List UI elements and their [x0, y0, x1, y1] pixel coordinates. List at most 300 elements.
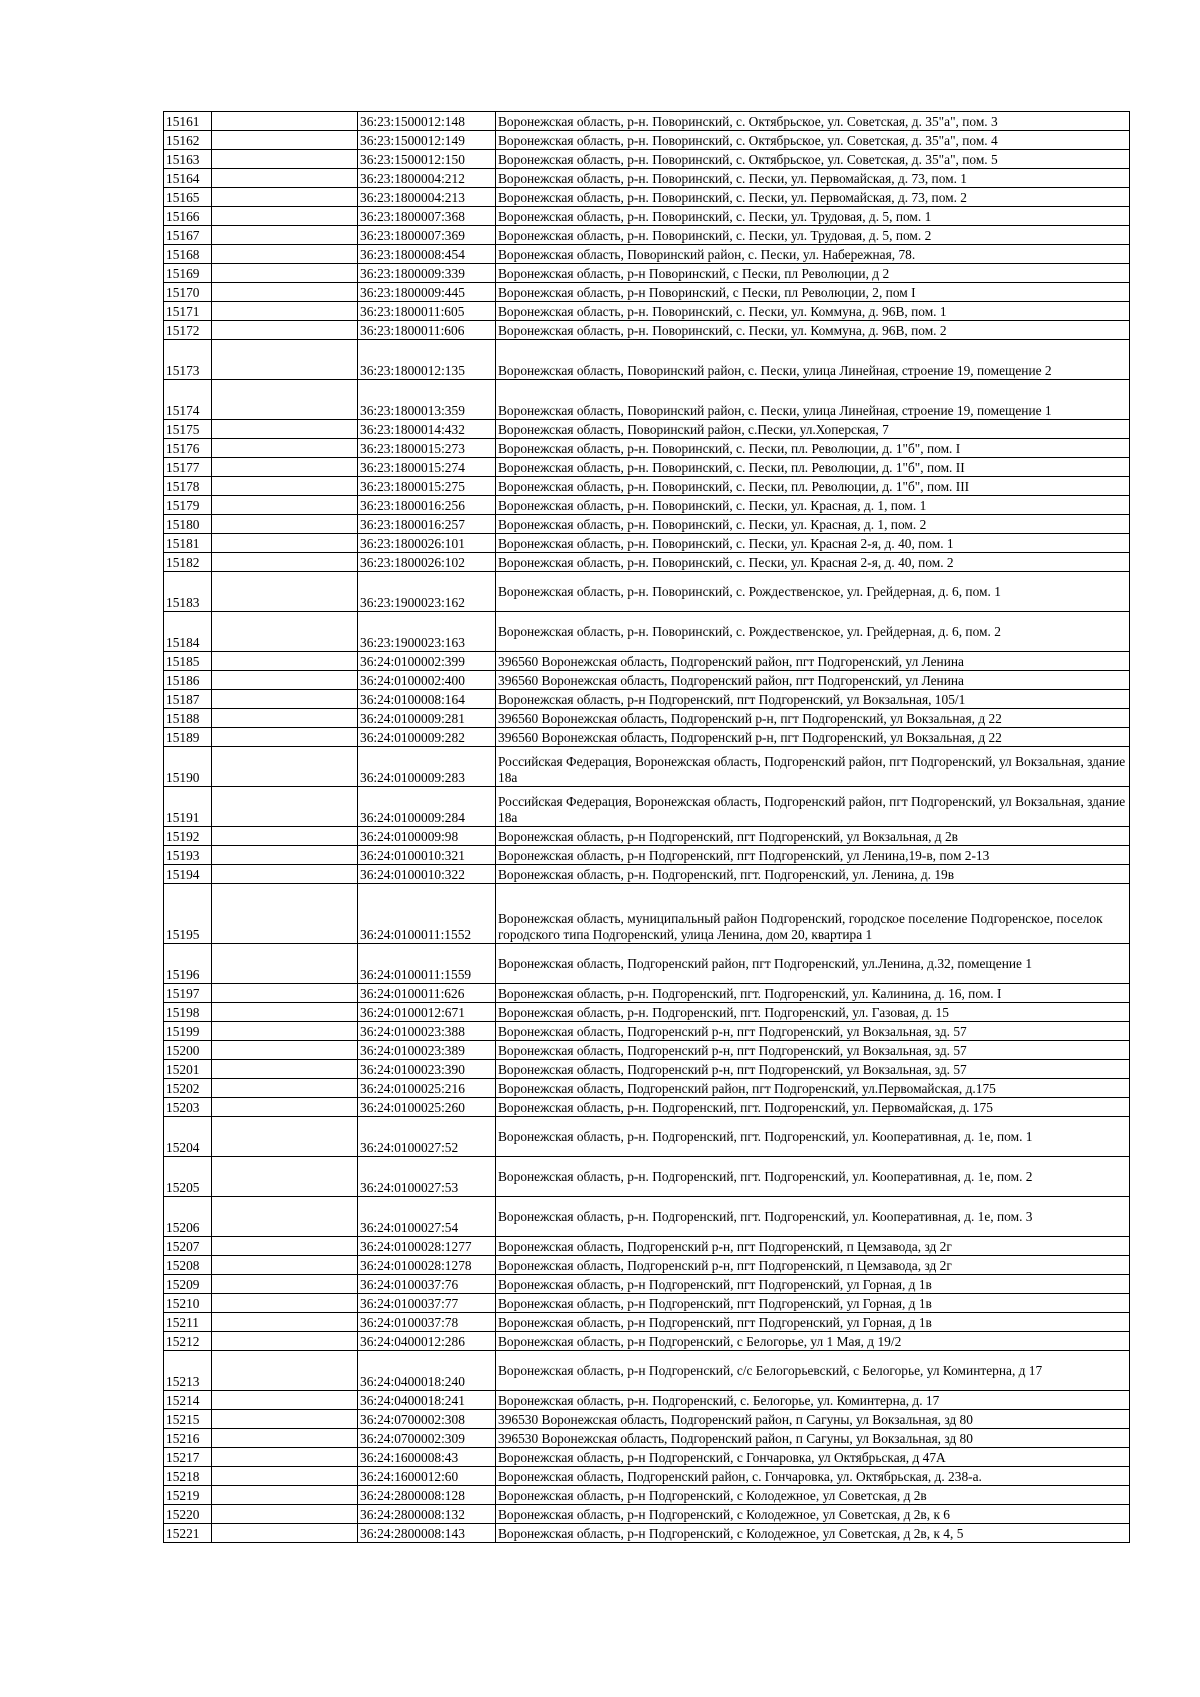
- row-number-cell: 15178: [164, 477, 212, 496]
- table-row: [164, 787, 1130, 827]
- address-cell: Российская Федерация, Воронежская область, Подгоренский район, пгт Подгоренский, ул Вокзальная, здание 18а: [496, 787, 1130, 827]
- cadastral-number-cell: 36:24:0100009:284: [358, 787, 496, 827]
- address-cell: Воронежская область, Поворинский район, с. Пески, улица Линейная, строение 19, помещение 1: [496, 380, 1130, 420]
- address-cell: Воронежская область, р-н. Поворинский, с. Пески, ул. Первомайская, д. 73, пом. 1: [496, 169, 1130, 188]
- cadastral-number-cell: 36:24:0100027:52: [358, 1117, 496, 1157]
- table-row: [164, 439, 1130, 458]
- row-number-cell: 15163: [164, 150, 212, 169]
- cadastral-number-cell: 36:23:1800016:257: [358, 515, 496, 534]
- empty-cell: [212, 1117, 358, 1157]
- empty-cell: [212, 1256, 358, 1275]
- empty-cell: [212, 1505, 358, 1524]
- row-number-cell: 15213: [164, 1351, 212, 1391]
- empty-cell: [212, 1410, 358, 1429]
- row-number-cell: 15183: [164, 572, 212, 612]
- table-row: [164, 984, 1130, 1003]
- address-cell: Воронежская область, р-н Подгоренский, с Гончаровка, ул Октябрьская, д 47А: [496, 1448, 1130, 1467]
- empty-cell: [212, 1022, 358, 1041]
- empty-cell: [212, 340, 358, 380]
- cadastral-number-cell: 36:24:0100002:400: [358, 671, 496, 690]
- table-row: [164, 1275, 1130, 1294]
- table-row: [164, 302, 1130, 321]
- address-cell: Воронежская область, р-н Подгоренский, с Колодежное, ул Советская, д 2в, к 6: [496, 1505, 1130, 1524]
- address-cell: Воронежская область, р-н. Поворинский, с. Пески, ул. Красная, д. 1, пом. 2: [496, 515, 1130, 534]
- address-cell: Российская Федерация, Воронежская область, Подгоренский район, пгт Подгоренский, ул Вокзальная, здание 18а: [496, 747, 1130, 787]
- table-row: [164, 169, 1130, 188]
- table-row: [164, 515, 1130, 534]
- table-row: [164, 1505, 1130, 1524]
- cadastral-number-cell: 36:23:1800009:445: [358, 283, 496, 302]
- address-cell: Воронежская область, р-н Подгоренский, с Белогорье, ул 1 Мая, д 19/2: [496, 1332, 1130, 1351]
- address-cell: Воронежская область, р-н. Поворинский, с. Октябрьское, ул. Советская, д. 35"а", пом. 5: [496, 150, 1130, 169]
- table-row: [164, 150, 1130, 169]
- table-row: [164, 1524, 1130, 1543]
- address-cell: Воронежская область, р-н Поворинский, с Пески, пл Революции, 2, пом I: [496, 283, 1130, 302]
- address-cell: Воронежская область, р-н. Поворинский, с. Рождественское, ул. Грейдерная, д. 6, пом. 1: [496, 572, 1130, 612]
- empty-cell: [212, 1332, 358, 1351]
- table-row: [164, 321, 1130, 340]
- table-row: [164, 534, 1130, 553]
- table-row: [164, 188, 1130, 207]
- table-row: [164, 709, 1130, 728]
- row-number-cell: 15192: [164, 827, 212, 846]
- table-row: [164, 1294, 1130, 1313]
- cadastral-number-cell: 36:24:0700002:308: [358, 1410, 496, 1429]
- row-number-cell: 15202: [164, 1079, 212, 1098]
- address-cell: Воронежская область, р-н. Поворинский, с. Пески, пл. Революции, д. 1"б", пом. II: [496, 458, 1130, 477]
- cadastral-number-cell: 36:23:1500012:149: [358, 131, 496, 150]
- address-cell: Воронежская область, р-н. Подгоренский, пгт. Подгоренский, ул. Ленина, д. 19в: [496, 865, 1130, 884]
- cadastral-number-cell: 36:24:0100023:388: [358, 1022, 496, 1041]
- row-number-cell: 15189: [164, 728, 212, 747]
- row-number-cell: 15193: [164, 846, 212, 865]
- row-number-cell: 15168: [164, 245, 212, 264]
- cadastral-number-cell: 36:23:1800015:275: [358, 477, 496, 496]
- address-cell: 396560 Воронежская область, Подгоренский р-н, пгт Подгоренский, ул Вокзальная, д 22: [496, 709, 1130, 728]
- address-cell: Воронежская область, р-н Подгоренский, пгт Подгоренский, ул Вокзальная, 105/1: [496, 690, 1130, 709]
- row-number-cell: 15204: [164, 1117, 212, 1157]
- table-row: [164, 1256, 1130, 1275]
- cadastral-number-cell: 36:24:1600008:43: [358, 1448, 496, 1467]
- cadastral-number-cell: 36:24:0100037:77: [358, 1294, 496, 1313]
- table-row: [164, 245, 1130, 264]
- empty-cell: [212, 439, 358, 458]
- row-number-cell: 15181: [164, 534, 212, 553]
- row-number-cell: 15209: [164, 1275, 212, 1294]
- cadastral-number-cell: 36:24:0100027:53: [358, 1157, 496, 1197]
- row-number-cell: 15212: [164, 1332, 212, 1351]
- empty-cell: [212, 1524, 358, 1543]
- table-row: [164, 1237, 1130, 1256]
- table-row: [164, 1467, 1130, 1486]
- row-number-cell: 15173: [164, 340, 212, 380]
- cadastral-number-cell: 36:24:0100011:626: [358, 984, 496, 1003]
- row-number-cell: 15207: [164, 1237, 212, 1256]
- cadastral-number-cell: 36:23:1800011:606: [358, 321, 496, 340]
- empty-cell: [212, 787, 358, 827]
- cadastral-number-cell: 36:24:2800008:132: [358, 1505, 496, 1524]
- empty-cell: [212, 1079, 358, 1098]
- empty-cell: [212, 515, 358, 534]
- address-cell: Воронежская область, р-н Поворинский, с Пески, пл Революции, д 2: [496, 264, 1130, 283]
- address-cell: Воронежская область, р-н. Поворинский, с. Октябрьское, ул. Советская, д. 35"а", пом. 3: [496, 112, 1130, 131]
- address-cell: Воронежская область, Поворинский район, с.Пески, ул.Хоперская, 7: [496, 420, 1130, 439]
- row-number-cell: 15176: [164, 439, 212, 458]
- row-number-cell: 15191: [164, 787, 212, 827]
- table-row: [164, 572, 1130, 612]
- row-number-cell: 15197: [164, 984, 212, 1003]
- row-number-cell: 15179: [164, 496, 212, 515]
- cadastral-number-cell: 36:24:0100010:321: [358, 846, 496, 865]
- table-row: [164, 131, 1130, 150]
- empty-cell: [212, 150, 358, 169]
- address-cell: Воронежская область, р-н. Подгоренский, пгт. Подгоренский, ул. Первомайская, д. 175: [496, 1098, 1130, 1117]
- cadastral-number-cell: 36:23:1800026:102: [358, 553, 496, 572]
- row-number-cell: 15182: [164, 553, 212, 572]
- address-cell: Воронежская область, р-н. Поворинский, с. Пески, пл. Революции, д. 1"б", пом. I: [496, 439, 1130, 458]
- address-cell: Воронежская область, р-н Подгоренский, с/с Белогорьевский, с Белогорье, ул Коминтерна, д 17: [496, 1351, 1130, 1391]
- row-number-cell: 15218: [164, 1467, 212, 1486]
- row-number-cell: 15187: [164, 690, 212, 709]
- empty-cell: [212, 865, 358, 884]
- address-cell: Воронежская область, р-н. Поворинский, с. Пески, ул. Красная 2-я, д. 40, пом. 2: [496, 553, 1130, 572]
- table-row: [164, 1351, 1130, 1391]
- table-row: [164, 827, 1130, 846]
- empty-cell: [212, 1448, 358, 1467]
- cadastral-number-cell: 36:23:1800007:369: [358, 226, 496, 245]
- empty-cell: [212, 245, 358, 264]
- table-row: [164, 671, 1130, 690]
- empty-cell: [212, 1003, 358, 1022]
- address-cell: Воронежская область, р-н. Поворинский, с. Рождественское, ул. Грейдерная, д. 6, пом. 2: [496, 612, 1130, 652]
- empty-cell: [212, 1197, 358, 1237]
- table-row: [164, 1003, 1130, 1022]
- address-cell: Воронежская область, Подгоренский район, пгт Подгоренский, ул.Первомайская, д.175: [496, 1079, 1130, 1098]
- table-row: [164, 1022, 1130, 1041]
- row-number-cell: 15194: [164, 865, 212, 884]
- empty-cell: [212, 131, 358, 150]
- table-row: [164, 612, 1130, 652]
- row-number-cell: 15201: [164, 1060, 212, 1079]
- empty-cell: [212, 671, 358, 690]
- address-cell: Воронежская область, р-н. Поворинский, с. Пески, ул. Первомайская, д. 73, пом. 2: [496, 188, 1130, 207]
- address-cell: Воронежская область, р-н. Поворинский, с. Пески, пл. Революции, д. 1"б", пом. III: [496, 477, 1130, 496]
- registry-table: [163, 111, 1130, 1543]
- table-row: [164, 553, 1130, 572]
- row-number-cell: 15208: [164, 1256, 212, 1275]
- table-row: [164, 747, 1130, 787]
- cadastral-number-cell: 36:24:0100009:282: [358, 728, 496, 747]
- table-row: [164, 1098, 1130, 1117]
- empty-cell: [212, 747, 358, 787]
- row-number-cell: 15177: [164, 458, 212, 477]
- cadastral-number-cell: 36:23:1800011:605: [358, 302, 496, 321]
- table-row: [164, 884, 1130, 944]
- address-cell: Воронежская область, Подгоренский р-н, пгт Подгоренский, ул Вокзальная, зд. 57: [496, 1041, 1130, 1060]
- row-number-cell: 15211: [164, 1313, 212, 1332]
- cadastral-number-cell: 36:24:2800008:128: [358, 1486, 496, 1505]
- cadastral-number-cell: 36:24:0100008:164: [358, 690, 496, 709]
- cadastral-number-cell: 36:24:0100028:1277: [358, 1237, 496, 1256]
- row-number-cell: 15172: [164, 321, 212, 340]
- cadastral-number-cell: 36:24:0100009:98: [358, 827, 496, 846]
- table-row: [164, 846, 1130, 865]
- empty-cell: [212, 302, 358, 321]
- table-row: [164, 226, 1130, 245]
- table-row: [164, 1448, 1130, 1467]
- cadastral-number-cell: 36:23:1800013:359: [358, 380, 496, 420]
- empty-cell: [212, 690, 358, 709]
- address-cell: Воронежская область, р-н. Поворинский, с. Пески, ул. Трудовая, д. 5, пом. 2: [496, 226, 1130, 245]
- row-number-cell: 15198: [164, 1003, 212, 1022]
- empty-cell: [212, 1313, 358, 1332]
- cadastral-number-cell: 36:24:0100023:389: [358, 1041, 496, 1060]
- empty-cell: [212, 420, 358, 439]
- empty-cell: [212, 1351, 358, 1391]
- table-row: [164, 477, 1130, 496]
- table-row: [164, 1391, 1130, 1410]
- address-cell: 396530 Воронежская область, Подгоренский район, п Сагуны, ул Вокзальная, зд 80: [496, 1410, 1130, 1429]
- address-cell: Воронежская область, Поворинский район, с. Пески, ул. Набережная, 78.: [496, 245, 1130, 264]
- row-number-cell: 15206: [164, 1197, 212, 1237]
- empty-cell: [212, 709, 358, 728]
- empty-cell: [212, 572, 358, 612]
- empty-cell: [212, 1275, 358, 1294]
- empty-cell: [212, 1486, 358, 1505]
- address-cell: Воронежская область, р-н. Подгоренский, пгт. Подгоренский, ул. Кооперативная, д. 1е, пом. 1: [496, 1117, 1130, 1157]
- row-number-cell: 15195: [164, 884, 212, 944]
- address-cell: Воронежская область, р-н. Подгоренский, пгт. Подгоренский, ул. Калинина, д. 16, пом. I: [496, 984, 1130, 1003]
- empty-cell: [212, 846, 358, 865]
- table-row: [164, 1486, 1130, 1505]
- row-number-cell: 15210: [164, 1294, 212, 1313]
- table-row: [164, 1332, 1130, 1351]
- cadastral-number-cell: 36:24:0100037:78: [358, 1313, 496, 1332]
- cadastral-number-cell: 36:24:0100009:281: [358, 709, 496, 728]
- table-row: [164, 1410, 1130, 1429]
- empty-cell: [212, 984, 358, 1003]
- row-number-cell: 15184: [164, 612, 212, 652]
- address-cell: Воронежская область, р-н Подгоренский, пгт Подгоренский, ул Горная, д 1в: [496, 1313, 1130, 1332]
- cadastral-number-cell: 36:23:1800012:135: [358, 340, 496, 380]
- cadastral-number-cell: 36:23:1800004:212: [358, 169, 496, 188]
- empty-cell: [212, 728, 358, 747]
- empty-cell: [212, 1157, 358, 1197]
- cadastral-number-cell: 36:24:0100027:54: [358, 1197, 496, 1237]
- address-cell: Воронежская область, р-н Подгоренский, с Колодежное, ул Советская, д 2в: [496, 1486, 1130, 1505]
- empty-cell: [212, 1429, 358, 1448]
- empty-cell: [212, 283, 358, 302]
- empty-cell: [212, 496, 358, 515]
- empty-cell: [212, 612, 358, 652]
- address-cell: Воронежская область, Подгоренский р-н, пгт Подгоренский, п Цемзавода, зд 2г: [496, 1256, 1130, 1275]
- address-cell: Воронежская область, р-н. Поворинский, с. Пески, ул. Трудовая, д. 5, пом. 1: [496, 207, 1130, 226]
- cadastral-number-cell: 36:23:1500012:150: [358, 150, 496, 169]
- row-number-cell: 15205: [164, 1157, 212, 1197]
- cadastral-number-cell: 36:23:1800004:213: [358, 188, 496, 207]
- row-number-cell: 15167: [164, 226, 212, 245]
- table-row: [164, 728, 1130, 747]
- address-cell: Воронежская область, р-н. Поворинский, с. Октябрьское, ул. Советская, д. 35"а", пом. 4: [496, 131, 1130, 150]
- cadastral-number-cell: 36:23:1900023:163: [358, 612, 496, 652]
- empty-cell: [212, 1041, 358, 1060]
- table-row: [164, 1429, 1130, 1448]
- empty-cell: [212, 1391, 358, 1410]
- empty-cell: [212, 321, 358, 340]
- row-number-cell: 15203: [164, 1098, 212, 1117]
- address-cell: Воронежская область, р-н Подгоренский, пгт Подгоренский, ул Ленина,19-в, пом 2-13: [496, 846, 1130, 865]
- address-cell: Воронежская область, Подгоренский р-н, пгт Подгоренский, ул Вокзальная, зд. 57: [496, 1022, 1130, 1041]
- table-row: [164, 1117, 1130, 1157]
- empty-cell: [212, 188, 358, 207]
- table-row: [164, 1197, 1130, 1237]
- cadastral-number-cell: 36:23:1900023:162: [358, 572, 496, 612]
- table-row: [164, 380, 1130, 420]
- table-row: [164, 944, 1130, 984]
- row-number-cell: 15180: [164, 515, 212, 534]
- row-number-cell: 15217: [164, 1448, 212, 1467]
- empty-cell: [212, 207, 358, 226]
- address-cell: Воронежская область, р-н Подгоренский, пгт Подгоренский, ул Горная, д 1в: [496, 1294, 1130, 1313]
- address-cell: Воронежская область, р-н. Поворинский, с. Пески, ул. Красная 2-я, д. 40, пом. 1: [496, 534, 1130, 553]
- address-cell: 396560 Воронежская область, Подгоренский р-н, пгт Подгоренский, ул Вокзальная, д 22: [496, 728, 1130, 747]
- cadastral-number-cell: 36:24:0100002:399: [358, 652, 496, 671]
- table-row: [164, 865, 1130, 884]
- cadastral-number-cell: 36:24:0100025:216: [358, 1079, 496, 1098]
- cadastral-number-cell: 36:23:1800015:274: [358, 458, 496, 477]
- address-cell: Воронежская область, р-н Подгоренский, с Колодежное, ул Советская, д 2в, к 4, 5: [496, 1524, 1130, 1543]
- cadastral-number-cell: 36:23:1800007:368: [358, 207, 496, 226]
- empty-cell: [212, 1098, 358, 1117]
- empty-cell: [212, 1294, 358, 1313]
- row-number-cell: 15161: [164, 112, 212, 131]
- empty-cell: [212, 553, 358, 572]
- empty-cell: [212, 380, 358, 420]
- empty-cell: [212, 827, 358, 846]
- empty-cell: [212, 884, 358, 944]
- address-cell: Воронежская область, р-н Подгоренский, пгт Подгоренский, ул Вокзальная, д 2в: [496, 827, 1130, 846]
- row-number-cell: 15221: [164, 1524, 212, 1543]
- address-cell: Воронежская область, р-н. Подгоренский, пгт. Подгоренский, ул. Кооперативная, д. 1е, пом. 3: [496, 1197, 1130, 1237]
- cadastral-number-cell: 36:24:0100037:76: [358, 1275, 496, 1294]
- row-number-cell: 15215: [164, 1410, 212, 1429]
- table-row: [164, 690, 1130, 709]
- table-row: [164, 1041, 1130, 1060]
- table-row: [164, 340, 1130, 380]
- address-cell: 396530 Воронежская область, Подгоренский район, п Сагуны, ул Вокзальная, зд 80: [496, 1429, 1130, 1448]
- row-number-cell: 15186: [164, 671, 212, 690]
- cadastral-number-cell: 36:24:0700002:309: [358, 1429, 496, 1448]
- row-number-cell: 15219: [164, 1486, 212, 1505]
- row-number-cell: 15190: [164, 747, 212, 787]
- cadastral-number-cell: 36:24:0100011:1552: [358, 884, 496, 944]
- row-number-cell: 15170: [164, 283, 212, 302]
- address-cell: Воронежская область, р-н. Поворинский, с. Пески, ул. Коммуна, д. 96В, пом. 1: [496, 302, 1130, 321]
- cadastral-number-cell: 36:23:1800026:101: [358, 534, 496, 553]
- empty-cell: [212, 169, 358, 188]
- row-number-cell: 15216: [164, 1429, 212, 1448]
- empty-cell: [212, 477, 358, 496]
- row-number-cell: 15185: [164, 652, 212, 671]
- cadastral-number-cell: 36:24:0100028:1278: [358, 1256, 496, 1275]
- empty-cell: [212, 944, 358, 984]
- cadastral-number-cell: 36:24:0400018:241: [358, 1391, 496, 1410]
- address-cell: Воронежская область, р-н. Подгоренский, пгт. Подгоренский, ул. Кооперативная, д. 1е, пом. 2: [496, 1157, 1130, 1197]
- address-cell: Воронежская область, Подгоренский р-н, пгт Подгоренский, п Цемзавода, зд 2г: [496, 1237, 1130, 1256]
- table-row: [164, 496, 1130, 515]
- row-number-cell: 15199: [164, 1022, 212, 1041]
- cadastral-number-cell: 36:23:1800016:256: [358, 496, 496, 515]
- cadastral-number-cell: 36:23:1800014:432: [358, 420, 496, 439]
- cadastral-number-cell: 36:24:0100009:283: [358, 747, 496, 787]
- address-cell: Воронежская область, р-н. Подгоренский, пгт. Подгоренский, ул. Газовая, д. 15: [496, 1003, 1130, 1022]
- table-row: [164, 1157, 1130, 1197]
- table-row: [164, 1313, 1130, 1332]
- row-number-cell: 15174: [164, 380, 212, 420]
- address-cell: Воронежская область, Поворинский район, с. Пески, улица Линейная, строение 19, помещение 2: [496, 340, 1130, 380]
- row-number-cell: 15162: [164, 131, 212, 150]
- address-cell: 396560 Воронежская область, Подгоренский район, пгт Подгоренский, ул Ленина: [496, 652, 1130, 671]
- address-cell: Воронежская область, Подгоренский р-н, пгт Подгоренский, ул Вокзальная, зд. 57: [496, 1060, 1130, 1079]
- table-row: [164, 1079, 1130, 1098]
- empty-cell: [212, 534, 358, 553]
- address-cell: Воронежская область, р-н. Подгоренский, с. Белогорье, ул. Коминтерна, д. 17: [496, 1391, 1130, 1410]
- row-number-cell: 15214: [164, 1391, 212, 1410]
- empty-cell: [212, 1467, 358, 1486]
- address-cell: Воронежская область, Подгоренский район, пгт Подгоренский, ул.Ленина, д.32, помещение 1: [496, 944, 1130, 984]
- empty-cell: [212, 458, 358, 477]
- empty-cell: [212, 264, 358, 283]
- cadastral-number-cell: 36:24:0400012:286: [358, 1332, 496, 1351]
- table-row: [164, 1060, 1130, 1079]
- row-number-cell: 15165: [164, 188, 212, 207]
- row-number-cell: 15171: [164, 302, 212, 321]
- table-row: [164, 652, 1130, 671]
- cadastral-number-cell: 36:23:1800008:454: [358, 245, 496, 264]
- row-number-cell: 15196: [164, 944, 212, 984]
- table-row: [164, 283, 1130, 302]
- empty-cell: [212, 1237, 358, 1256]
- cadastral-number-cell: 36:24:0100010:322: [358, 865, 496, 884]
- empty-cell: [212, 652, 358, 671]
- registry-table-body: [164, 112, 1130, 1543]
- row-number-cell: 15200: [164, 1041, 212, 1060]
- table-row: [164, 420, 1130, 439]
- address-cell: Воронежская область, р-н. Поворинский, с. Пески, ул. Красная, д. 1, пом. 1: [496, 496, 1130, 515]
- row-number-cell: 15188: [164, 709, 212, 728]
- cadastral-number-cell: 36:23:1800015:273: [358, 439, 496, 458]
- empty-cell: [212, 112, 358, 131]
- table-row: [164, 458, 1130, 477]
- row-number-cell: 15220: [164, 1505, 212, 1524]
- table-row: [164, 264, 1130, 283]
- cadastral-number-cell: 36:23:1800009:339: [358, 264, 496, 283]
- cadastral-number-cell: 36:24:0100023:390: [358, 1060, 496, 1079]
- cadastral-number-cell: 36:24:2800008:143: [358, 1524, 496, 1543]
- address-cell: 396560 Воронежская область, Подгоренский район, пгт Подгоренский, ул Ленина: [496, 671, 1130, 690]
- cadastral-number-cell: 36:24:0100011:1559: [358, 944, 496, 984]
- cadastral-number-cell: 36:23:1500012:148: [358, 112, 496, 131]
- cadastral-number-cell: 36:24:1600012:60: [358, 1467, 496, 1486]
- empty-cell: [212, 226, 358, 245]
- row-number-cell: 15175: [164, 420, 212, 439]
- table-row: [164, 112, 1130, 131]
- table-row: [164, 207, 1130, 226]
- address-cell: Воронежская область, Подгоренский район, с. Гончаровка, ул. Октябрьская, д. 238-а.: [496, 1467, 1130, 1486]
- row-number-cell: 15169: [164, 264, 212, 283]
- address-cell: Воронежская область, р-н. Поворинский, с. Пески, ул. Коммуна, д. 96В, пом. 2: [496, 321, 1130, 340]
- address-cell: Воронежская область, р-н Подгоренский, пгт Подгоренский, ул Горная, д 1в: [496, 1275, 1130, 1294]
